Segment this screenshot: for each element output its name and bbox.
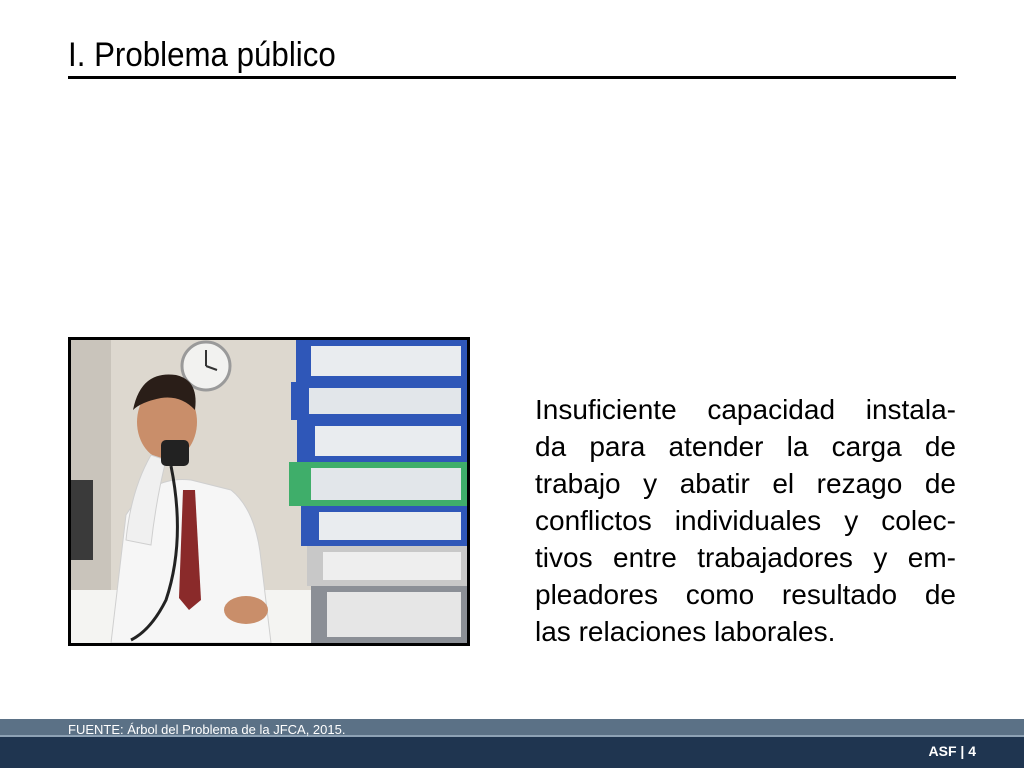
binder-papers [311, 346, 461, 376]
photo-illustration [71, 340, 467, 643]
problem-statement-line: pleadores como resultado de [535, 579, 956, 610]
problem-statement-line: tivos entre trabajadores y em- [535, 542, 956, 573]
man-hand [224, 596, 268, 624]
problem-statement-line: da para atender la carga de [535, 431, 956, 462]
binder-papers [323, 552, 461, 580]
page-number: 4 [968, 743, 976, 759]
computer-monitor [71, 480, 93, 560]
problem-statement-line: las relaciones laborales. [535, 616, 836, 647]
slide-title: I. Problema público [68, 36, 336, 74]
problem-statement [535, 391, 956, 650]
binder-papers [327, 592, 461, 637]
problem-statement-line: Insuficiente capacidad instala- [535, 394, 956, 425]
footer-source: FUENTE: Árbol del Problema de la JFCA, 2015. [68, 722, 346, 737]
binder-papers [319, 512, 461, 540]
problem-statement-line: trabajo y abatir el rezago de [535, 468, 956, 499]
footer-bar [0, 737, 1024, 768]
binder-stack [289, 340, 467, 643]
footer-separator: | [960, 743, 965, 759]
binder-papers [311, 468, 461, 500]
footer-org: ASF [928, 743, 957, 759]
footer-page-label [929, 743, 977, 759]
binder-papers [309, 388, 461, 414]
phone-handset-icon [161, 440, 189, 466]
title-underline [68, 76, 956, 79]
binder-papers [315, 426, 461, 456]
stressed-worker-photo [68, 337, 470, 646]
problem-statement-line: conflictos individuales y colec- [535, 505, 956, 536]
